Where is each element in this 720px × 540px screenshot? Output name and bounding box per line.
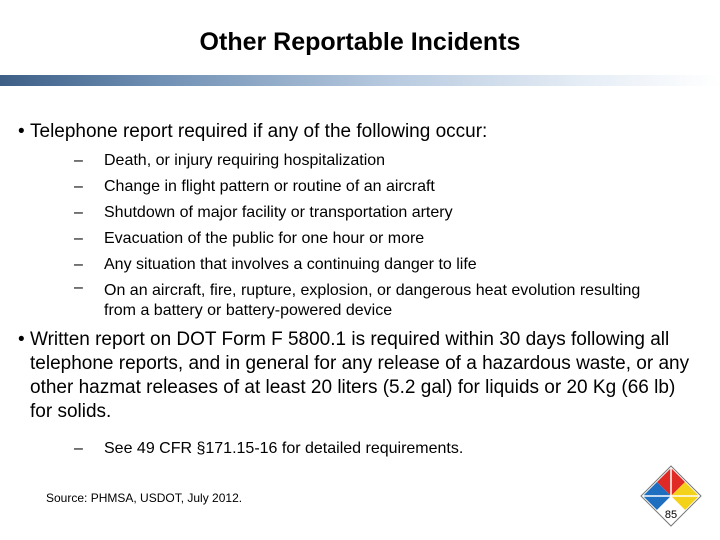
bullet-marker: • [18,121,25,142]
dash-marker: – [74,204,83,221]
cfr-reference-text: See 49 CFR §171.15-16 for detailed requirements. [104,440,464,457]
list-item [74,200,674,226]
list-item-text: Shutdown of major facility or transportation artery [104,204,453,221]
bullet-written-report [18,328,690,424]
page-number: 85 [664,509,678,521]
list-item-text: Evacuation of the public for one hour or more [104,230,425,247]
list-item [74,174,674,200]
list-item-text: Change in flight pattern or routine of an aircraft [104,178,435,195]
source-citation: Source: PHMSA, USDOT, July 2012. [46,491,243,505]
dash-marker: – [74,230,83,247]
telephone-criteria-list [74,148,674,321]
list-item-text: Any situation that involves a continuing danger to life [104,256,477,273]
dash-marker: – [74,178,83,195]
list-item [74,252,674,278]
title-underline-bar [0,75,720,86]
dash-marker: – [74,256,83,273]
list-item [74,226,674,252]
list-item [74,278,674,321]
bullet-telephone-text: Telephone report required if any of the following occur: [30,121,488,142]
bullet-telephone-report [18,120,700,144]
slide-title: Other Reportable Incidents [199,28,521,56]
list-item-text: Death, or injury requiring hospitalization [104,152,386,169]
dash-marker: – [74,440,83,457]
dash-marker: – [74,279,83,296]
list-item [74,148,674,174]
bullet-written-text: Written report on DOT Form F 5800.1 is required within 30 days following all telephone reports, and in general for any release of a hazardous waste, or any other hazmat releases of at least 20 liters (5.2 gal) for liquids or 20 Kg (66 lb) for solids. [30,329,690,422]
list-item-text: On an aircraft, fire, rupture, explosion, or dangerous heat evolution resulting from a battery or battery-powered device [104,282,641,319]
bullet-marker: • [18,329,25,350]
dash-marker: – [74,152,83,169]
cfr-reference [74,438,704,460]
